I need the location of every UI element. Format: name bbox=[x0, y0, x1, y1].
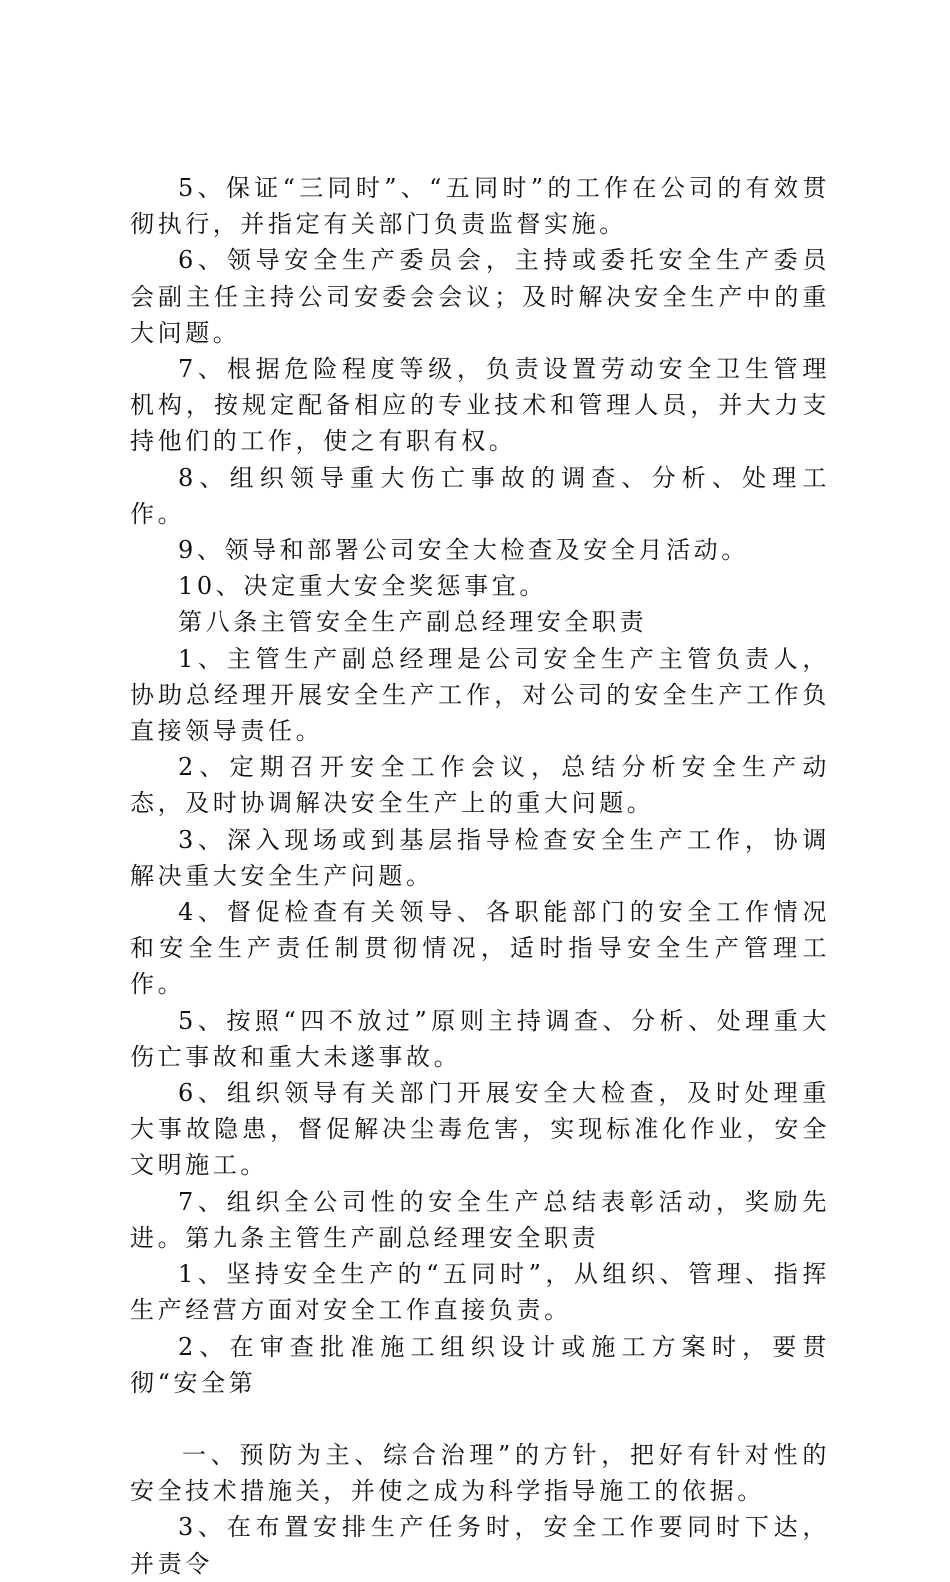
paragraph: 9、领导和部署公司安全大检查及安全月活动。 bbox=[178, 536, 749, 565]
paragraph: 5、按照“四不放过”原则主持调查、分析、处理重大伤亡事故和重大未遂事故。 bbox=[130, 1006, 830, 1071]
section-heading: 第八条主管安全生产副总经理安全职责 bbox=[178, 608, 648, 637]
paragraph: 1、坚持安全生产的“五同时”，从组织、管理、指挥生产经营方面对安全工作直接负责。 bbox=[130, 1260, 830, 1325]
paragraph: 1、主管生产副总经理是公司安全生产主管负责人，协助总经理开展安全生产工作，对公司的安全生产工作负直接领导责任。 bbox=[130, 644, 830, 746]
paragraph: 10、决定重大安全奖惩事宜。 bbox=[178, 572, 547, 601]
paragraph: 7、根据危险程度等级，负责设置劳动安全卫生管理机构，按规定配备相应的专业技术和管理人员，并大力支持他们的工作，使之有职有权。 bbox=[130, 355, 830, 456]
paragraph: 2、定期召开安全工作会议，总结分析安全生产动态，及时协调解决安全生产上的重大问题。 bbox=[130, 753, 830, 818]
paragraph: 6、组织领导有关部门开展安全大检查，及时处理重大事故隐患，督促解决尘毒危害，实现标准化作业，安全文明施工。 bbox=[130, 1079, 830, 1180]
document-body bbox=[130, 170, 830, 1582]
paragraph: 4、督促检查有关领导、各职能部门的安全工作情况和安全生产责任制贯彻情况，适时指导安全生产管理工作。 bbox=[130, 898, 830, 999]
paragraph: 3、在布置安排生产任务时，安全工作要同时下达，并责令 bbox=[130, 1513, 830, 1578]
paragraph: 一、预防为主、综合治理”的方针，把好有针对性的安全技术措施关，并使之成为科学指导施工的依据。 bbox=[130, 1440, 830, 1506]
paragraph: 8、组织领导重大伤亡事故的调查、分析、处理工作。 bbox=[130, 463, 830, 528]
paragraph: 7、组织全公司性的安全生产总结表彰活动，奖励先进。第九条主管生产副总经理安全职责 bbox=[130, 1187, 830, 1252]
paragraph: 2、在审查批准施工组织设计或施工方案时，要贯彻“安全第 bbox=[130, 1332, 830, 1397]
paragraph: 3、深入现场或到基层指导检查安全生产工作，协调解决重大安全生产问题。 bbox=[130, 825, 830, 890]
paragraph: 5、保证“三同时”、“五同时”的工作在公司的有效贯彻执行，并指定有关部门负责监督实施。 bbox=[130, 174, 830, 239]
paragraph: 6、领导安全生产委员会，主持或委托安全生产委员会副主任主持公司安委会会议；及时解决安全生产中的重大问题。 bbox=[130, 246, 830, 347]
